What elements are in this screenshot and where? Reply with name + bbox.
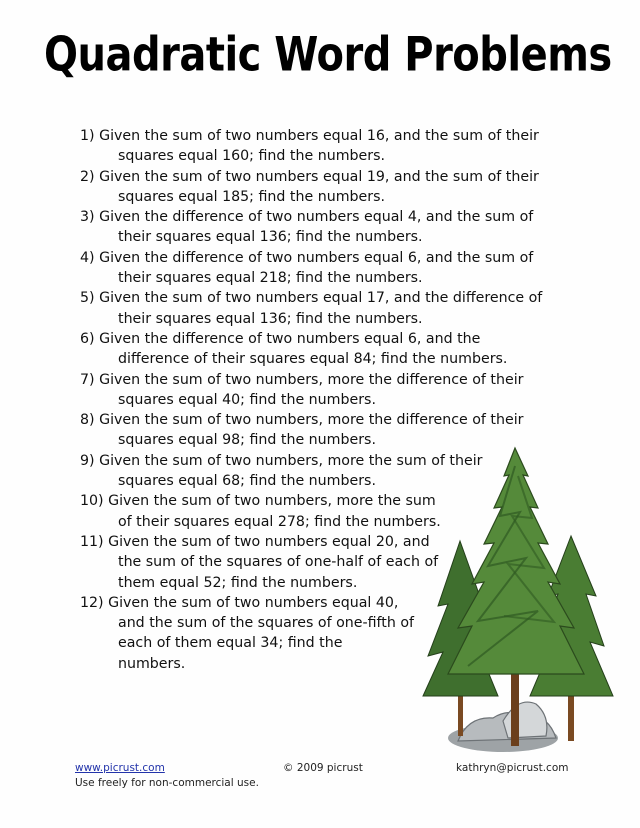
problem-item [80,288,570,329]
contact-email: kathryn@picrust.com [456,762,569,774]
problem-text-continued: their squares equal 136; find the numbers. [118,229,423,246]
problem-text: 2) Given the sum of two numbers equal 19, and the sum of their [80,168,539,185]
copyright-text: © 2009 picrust [283,762,363,774]
problem-text-continued: squares equal 160; find the numbers. [118,148,385,165]
problem-text-continued: squares equal 98; find the numbers. [118,432,376,449]
problem-text-continued: them equal 52; find the numbers. [118,574,358,591]
problem-text-continued: of their squares equal 278; find the numbers. [118,513,441,530]
problem-text: 6) Given the difference of two numbers equal 6, and the [80,330,481,347]
problem-item [80,126,570,167]
problem-text-continued: their squares equal 218; find the numbers. [118,270,423,287]
page-title: Quadratic Word Problems [44,28,612,83]
problem-text: 10) Given the sum of two numbers, more the sum [80,493,436,510]
problem-text: 5) Given the sum of two numbers equal 17, and the difference of [80,290,543,307]
problem-text-continued: their squares equal 136; find the numbers. [118,310,423,327]
problem-text: 11) Given the sum of two numbers equal 20, and [80,533,430,550]
pine-trees-icon [408,446,628,761]
problem-text: 3) Given the difference of two numbers equal 4, and the sum of [80,209,534,226]
problem-text-continued: squares equal 40; find the numbers. [118,391,376,408]
problem-text: 1) Given the sum of two numbers equal 16, and the sum of their [80,128,539,144]
problem-text: 9) Given the sum of two numbers, more the sum of their [80,452,483,469]
problem-text-continued: squares equal 68; find the numbers. [118,473,376,490]
problem-text-continued: squares equal 185; find the numbers. [118,188,385,205]
problem-text-continued: each of them equal 34; find the [118,635,343,652]
usage-note: Use freely for non-commercial use. [75,777,259,789]
problem-item [80,207,570,248]
problem-text: 8) Given the sum of two numbers, more the difference of their [80,412,524,429]
problem-item [80,167,570,208]
problem-text: 12) Given the sum of two numbers equal 40, [80,594,399,611]
problem-item [80,410,570,451]
website-link[interactable]: www.picrust.com [75,762,165,774]
problem-text-continued: difference of their squares equal 84; find the numbers. [118,351,508,368]
problem-item [80,248,570,289]
problem-item [80,329,570,370]
problem-text: 4) Given the difference of two numbers equal 6, and the sum of [80,249,534,266]
problem-text: 7) Given the sum of two numbers, more the difference of their [80,371,524,388]
problem-text-continued: numbers. [118,655,186,672]
problem-text-continued: and the sum of the squares of one-fifth of [118,615,415,632]
problem-text-continued: the sum of the squares of one-half of each of [118,554,439,571]
problem-item [80,370,570,411]
